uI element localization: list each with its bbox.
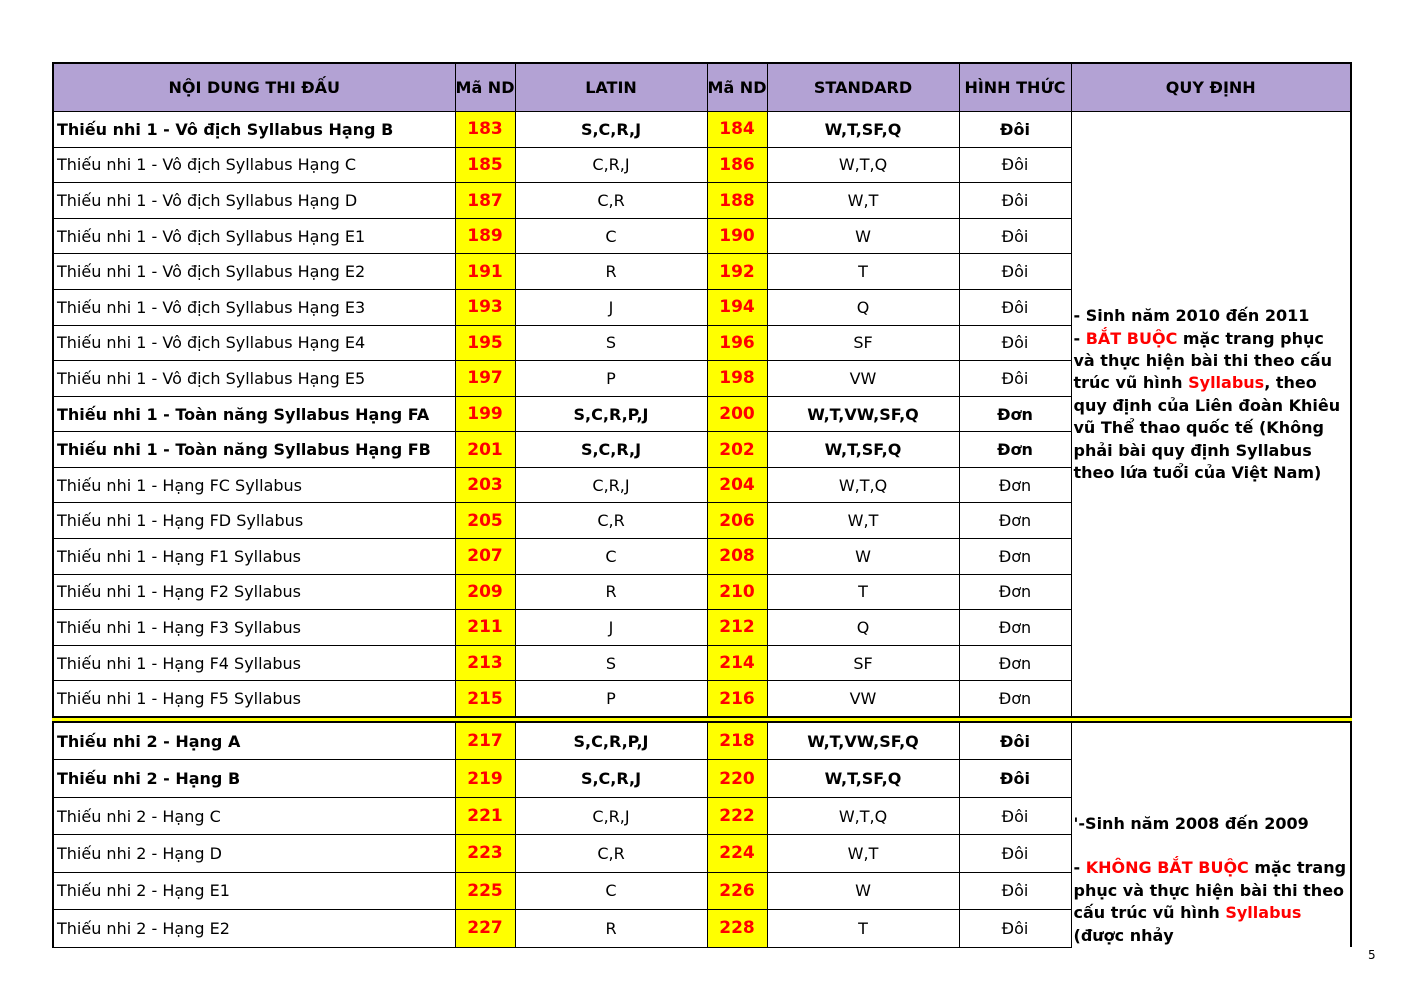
standard-dances: W,T,SF,Q <box>767 760 959 797</box>
latin-dances: C,R <box>515 183 707 219</box>
header-latin: LATIN <box>515 63 707 112</box>
standard-code: 208 <box>707 539 767 575</box>
latin-dances: C <box>515 218 707 254</box>
header-code-standard: Mã ND <box>707 63 767 112</box>
standard-dances: W <box>767 872 959 909</box>
latin-dances: S,C,R,J <box>515 760 707 797</box>
event-name: Thiếu nhi 1 - Vô địch Syllabus Hạng E4 <box>53 325 455 361</box>
event-name: Thiếu nhi 1 - Hạng FD Syllabus <box>53 503 455 539</box>
latin-dances: C,R,J <box>515 467 707 503</box>
competition-form: Đơn <box>959 396 1071 432</box>
standard-code: 218 <box>707 723 767 760</box>
standard-dances: Q <box>767 290 959 326</box>
standard-dances: W,T,Q <box>767 797 959 834</box>
event-name: Thiếu nhi 1 - Vô địch Syllabus Hạng B <box>53 112 455 148</box>
standard-code: 192 <box>707 254 767 290</box>
latin-code: 221 <box>455 797 515 834</box>
latin-code: 213 <box>455 645 515 681</box>
standard-code: 210 <box>707 574 767 610</box>
standard-dances: T <box>767 254 959 290</box>
table-header-row <box>53 63 1351 112</box>
rule-prefix: - <box>1073 858 1086 878</box>
standard-code: 206 <box>707 503 767 539</box>
standard-code: 222 <box>707 797 767 834</box>
latin-code: 219 <box>455 760 515 797</box>
competition-form: Đơn <box>959 681 1071 717</box>
latin-code: 199 <box>455 396 515 432</box>
standard-code: 224 <box>707 835 767 872</box>
rule-syllabus: Syllabus <box>1225 903 1302 923</box>
latin-code: 205 <box>455 503 515 539</box>
competition-form: Đơn <box>959 574 1071 610</box>
event-name: Thiếu nhi 1 - Toàn năng Syllabus Hạng FB <box>53 432 455 468</box>
standard-dances: SF <box>767 645 959 681</box>
rule-birth-years: '-Sinh năm 2008 đến 2009 <box>1073 814 1309 833</box>
standard-dances: W <box>767 218 959 254</box>
standard-code: 184 <box>707 112 767 148</box>
standard-dances: W,T,SF,Q <box>767 432 959 468</box>
competition-form: Đơn <box>959 432 1071 468</box>
competition-form: Đơn <box>959 645 1071 681</box>
standard-code: 228 <box>707 910 767 947</box>
latin-dances: C <box>515 872 707 909</box>
standard-dances: W,T <box>767 503 959 539</box>
latin-dances: R <box>515 910 707 947</box>
rule-text: mặc trang phục và thực hiện bài thi theo cấu trúc vũ hình <box>1073 328 1332 393</box>
standard-dances: W,T,Q <box>767 147 959 183</box>
standard-code: 220 <box>707 760 767 797</box>
standard-dances: W,T,VW,SF,Q <box>767 723 959 760</box>
standard-code: 226 <box>707 872 767 909</box>
latin-code: 211 <box>455 610 515 646</box>
header-standard: STANDARD <box>767 63 959 112</box>
latin-code: 217 <box>455 723 515 760</box>
header-code-latin: Mã ND <box>455 63 515 112</box>
competition-form: Đơn <box>959 610 1071 646</box>
rule-description <box>1074 857 1349 947</box>
table-row <box>53 112 1351 148</box>
rule-syllabus: Syllabus <box>1188 373 1265 393</box>
rule-text: mặc trang phục và thực hiện bài thi theo cấu trúc vũ hình <box>1073 858 1347 923</box>
latin-code: 193 <box>455 290 515 326</box>
event-name: Thiếu nhi 1 - Hạng F3 Syllabus <box>53 610 455 646</box>
standard-code: 204 <box>707 467 767 503</box>
latin-code: 191 <box>455 254 515 290</box>
event-name: Thiếu nhi 2 - Hạng D <box>53 835 455 872</box>
rules-cell <box>1071 112 1351 717</box>
event-name: Thiếu nhi 1 - Toàn năng Syllabus Hạng FA <box>53 396 455 432</box>
header-event: NỘI DUNG THI ĐẤU <box>53 63 455 112</box>
latin-dances: R <box>515 574 707 610</box>
rule-emphasis: BẮT BUỘC <box>1085 328 1178 348</box>
standard-dances: W,T <box>767 183 959 219</box>
rule-description <box>1074 328 1349 485</box>
competition-form: Đôi <box>959 147 1071 183</box>
latin-code: 195 <box>455 325 515 361</box>
rule-text-end: , theo quy định của Liên đoàn Khiêu vũ Thể thao quốc tế (Không phải bài quy định Syllabus theo lứa tuổi của Việt Nam) <box>1073 373 1341 482</box>
latin-dances: C,R,J <box>515 797 707 834</box>
latin-code: 207 <box>455 539 515 575</box>
standard-dances: W <box>767 539 959 575</box>
competition-form: Đôi <box>959 254 1071 290</box>
standard-dances: T <box>767 910 959 947</box>
standard-dances: W,T,SF,Q <box>767 112 959 148</box>
event-name: Thiếu nhi 1 - Vô địch Syllabus Hạng D <box>53 183 455 219</box>
latin-code: 209 <box>455 574 515 610</box>
standard-code: 186 <box>707 147 767 183</box>
latin-code: 223 <box>455 835 515 872</box>
competition-form: Đôi <box>959 183 1071 219</box>
competition-form: Đôi <box>959 910 1071 947</box>
event-name: Thiếu nhi 1 - Vô địch Syllabus Hạng E2 <box>53 254 455 290</box>
competition-form: Đôi <box>959 325 1071 361</box>
latin-dances: S,C,R,J <box>515 432 707 468</box>
latin-dances: C,R,J <box>515 147 707 183</box>
latin-dances: S,C,R,J <box>515 112 707 148</box>
event-name: Thiếu nhi 1 - Hạng F4 Syllabus <box>53 645 455 681</box>
standard-code: 214 <box>707 645 767 681</box>
competition-form: Đơn <box>959 467 1071 503</box>
standard-dances: W,T,VW,SF,Q <box>767 396 959 432</box>
rule-emphasis: KHÔNG BẮT BUỘC <box>1085 858 1249 878</box>
latin-code: 227 <box>455 910 515 947</box>
latin-code: 201 <box>455 432 515 468</box>
rules-cell <box>1071 723 1351 948</box>
competition-table-group-1 <box>52 62 1352 717</box>
competition-form: Đôi <box>959 797 1071 834</box>
latin-dances: C <box>515 539 707 575</box>
latin-dances: S,C,R,P,J <box>515 723 707 760</box>
header-rules: QUY ĐỊNH <box>1071 63 1351 112</box>
latin-code: 197 <box>455 361 515 397</box>
standard-code: 200 <box>707 396 767 432</box>
competition-form: Đôi <box>959 218 1071 254</box>
standard-code: 190 <box>707 218 767 254</box>
event-name: Thiếu nhi 1 - Vô địch Syllabus Hạng E5 <box>53 361 455 397</box>
latin-dances: P <box>515 681 707 717</box>
competition-form: Đôi <box>959 835 1071 872</box>
header-form: HÌNH THỨC <box>959 63 1071 112</box>
event-name: Thiếu nhi 1 - Hạng FC Syllabus <box>53 467 455 503</box>
latin-dances: S,C,R,P,J <box>515 396 707 432</box>
event-name: Thiếu nhi 1 - Vô địch Syllabus Hạng C <box>53 147 455 183</box>
latin-code: 185 <box>455 147 515 183</box>
standard-code: 212 <box>707 610 767 646</box>
competition-form: Đôi <box>959 290 1071 326</box>
competition-form: Đôi <box>959 112 1071 148</box>
standard-code: 216 <box>707 681 767 717</box>
latin-code: 225 <box>455 872 515 909</box>
competition-form: Đôi <box>959 872 1071 909</box>
latin-code: 183 <box>455 112 515 148</box>
competition-table-group-2 <box>52 722 1352 948</box>
standard-code: 194 <box>707 290 767 326</box>
standard-code: 188 <box>707 183 767 219</box>
latin-dances: S <box>515 645 707 681</box>
standard-dances: T <box>767 574 959 610</box>
latin-dances: S <box>515 325 707 361</box>
latin-dances: R <box>515 254 707 290</box>
competition-form: Đôi <box>959 723 1071 760</box>
standard-dances: W,T,Q <box>767 467 959 503</box>
latin-dances: J <box>515 290 707 326</box>
standard-dances: W,T <box>767 835 959 872</box>
event-name: Thiếu nhi 1 - Vô địch Syllabus Hạng E1 <box>53 218 455 254</box>
event-name: Thiếu nhi 2 - Hạng E2 <box>53 910 455 947</box>
event-name: Thiếu nhi 2 - Hạng C <box>53 797 455 834</box>
page-number: 5 <box>1368 948 1376 962</box>
standard-code: 198 <box>707 361 767 397</box>
latin-dances: C,R <box>515 503 707 539</box>
event-name: Thiếu nhi 2 - Hạng E1 <box>53 872 455 909</box>
event-name: Thiếu nhi 2 - Hạng A <box>53 723 455 760</box>
event-name: Thiếu nhi 1 - Hạng F5 Syllabus <box>53 681 455 717</box>
standard-code: 202 <box>707 432 767 468</box>
latin-dances: C,R <box>515 835 707 872</box>
standard-dances: Q <box>767 610 959 646</box>
standard-code: 196 <box>707 325 767 361</box>
competition-form: Đôi <box>959 760 1071 797</box>
standard-dances: VW <box>767 361 959 397</box>
competition-form: Đơn <box>959 539 1071 575</box>
table-row <box>53 723 1351 760</box>
event-name: Thiếu nhi 1 - Hạng F2 Syllabus <box>53 574 455 610</box>
rule-birth-years: - Sinh năm 2010 đến 2011 <box>1073 306 1310 326</box>
competition-form: Đôi <box>959 361 1071 397</box>
standard-dances: VW <box>767 681 959 717</box>
latin-code: 187 <box>455 183 515 219</box>
latin-dances: P <box>515 361 707 397</box>
latin-code: 189 <box>455 218 515 254</box>
rule-prefix: - <box>1073 328 1086 348</box>
latin-code: 215 <box>455 681 515 717</box>
event-name: Thiếu nhi 1 - Hạng F1 Syllabus <box>53 539 455 575</box>
latin-code: 203 <box>455 467 515 503</box>
competition-form: Đơn <box>959 503 1071 539</box>
event-name: Thiếu nhi 1 - Vô địch Syllabus Hạng E3 <box>53 290 455 326</box>
latin-dances: J <box>515 610 707 646</box>
event-name: Thiếu nhi 2 - Hạng B <box>53 760 455 797</box>
standard-dances: SF <box>767 325 959 361</box>
rule-text-end: (được nhảy <box>1073 925 1174 945</box>
